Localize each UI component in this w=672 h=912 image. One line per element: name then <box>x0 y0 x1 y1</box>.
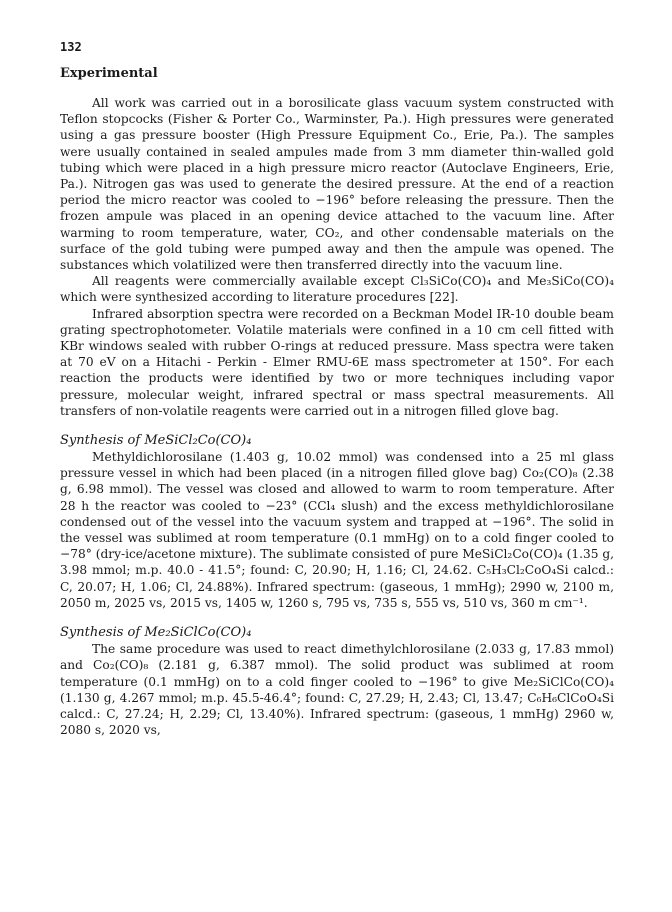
paper-page <box>60 40 614 738</box>
paragraph-apparatus: All work was carried out in a borosilicate glass vacuum system constructed with Teflon stopcocks (Fisher & Porter Co., Warminster, Pa.). High pressures were generated using a gas pressure booster (High Pressure Equipment Co., Erie, Pa.). The samples were usually contained in sealed ampules made from 3 mm diameter thin-walled gold tubing which were placed in a high pressure micro reactor (Autoclave Engineers, Erie, Pa.). Nitrogen gas was used to generate the desired pressure. At the end of a reaction period the micro reactor was cooled to −196° before releasing the pressure. Then the frozen ampule was placed in an opening device attached to the vacuum line. After warming to room temperature, water, CO₂, and other condensable materials on the surface of the gold tubing were pumped away and then the ampule was opened. The substances which volatilized were then transferred directly into the vacuum line. <box>60 96 614 273</box>
synthesis-body-mesicl2: Methyldichlorosilane (1.403 g, 10.02 mmol) was condensed into a 25 ml glass pressure vessel in which had been placed (in a nitrogen filled glove bag) Co₂(CO)₈ (2.38 g, 6.98 mmol). The vessel was closed and allowed to warm to room temperature. After 28 h the reactor was cooled to −23° (CCl₄ slush) and the excess methyldichlorosilane condensed out of the vessel into the vacuum system and trapped at −196°. The solid in the vessel was sublimed at room temperature (0.1 mmHg) on to a cold finger cooled to −78° (dry-ice/acetone mixture). The sublimate consisted of pure MeSiCl₂Co(CO)₄ (1.35 g, 3.98 mmol; m.p. 40.0 - 41.5°; found: C, 20.90; H, 1.16; Cl, 24.62. C₅H₃Cl₂CoO₄Si calcd.: C, 20.07; H, 1.06; Cl, 24.88%). Infrared spectrum: (gaseous, 1 mmHg); 2990 w, 2100 m, 2050 m, 2025 vs, 2015 vs, 1405 w, 1260 s, 795 vs, 735 s, 555 vs, 510 vs, 360 m cm⁻¹. <box>60 450 615 610</box>
paragraph-spectroscopy: Infrared absorption spectra were recorded on a Beckman Model IR-10 double beam grating spectrophotometer. Volatile materials were confined in a 10 cm cell fitted with KBr windows sealed with rubber O-rings at reduced pressure. Mass spectra were taken at 70 eV on a Hitachi - Perkin - Elmer RMU-6E mass spectrometer at 150°. For each reaction the products were identified by two or more techniques including vapor pressure, molecular weight, infrared spectral or mass spectral measurements. All transfers of non-volatile reagents were carried out in a nitrogen filled glove bag. <box>60 306 614 418</box>
synthesis-title-mesicl2: Synthesis of MeSiCl₂Co(CO)₄ <box>60 433 252 449</box>
paragraph-reagents: All reagents were commercially available except Cl₃SiCo(CO)₄ and Me₃SiCo(CO)₄ which were synthesized according to literature procedures [22]. <box>60 274 614 305</box>
synthesis-title-me2sicl: Synthesis of Me₂SiClCo(CO)₄ <box>60 625 252 641</box>
synthesis-body-me2sicl: The same procedure was used to react dimethylchlorosilane (2.033 g, 17.83 mmol) and Co₂(CO)₈ (2.181 g, 6.387 mmol). The solid product was sublimed at room temperature (0.1 mmHg) on to a cold finger cooled to −196° to give Me₂SiClCo(CO)₄ (1.130 g, 4.267 mmol; m.p. 45.5-46.4°; found: C, 27.29; H, 2.43; Cl, 13.47; C₆H₆ClCoO₄Si calcd.: C, 27.24; H, 2.29; Cl, 13.40%). Infrared spectrum: (gaseous, 1 mmHg) 2960 w, 2080 s, 2020 vs, <box>60 642 614 738</box>
page-number: 132 <box>60 40 82 54</box>
section-title-experimental: Experimental <box>60 66 158 81</box>
